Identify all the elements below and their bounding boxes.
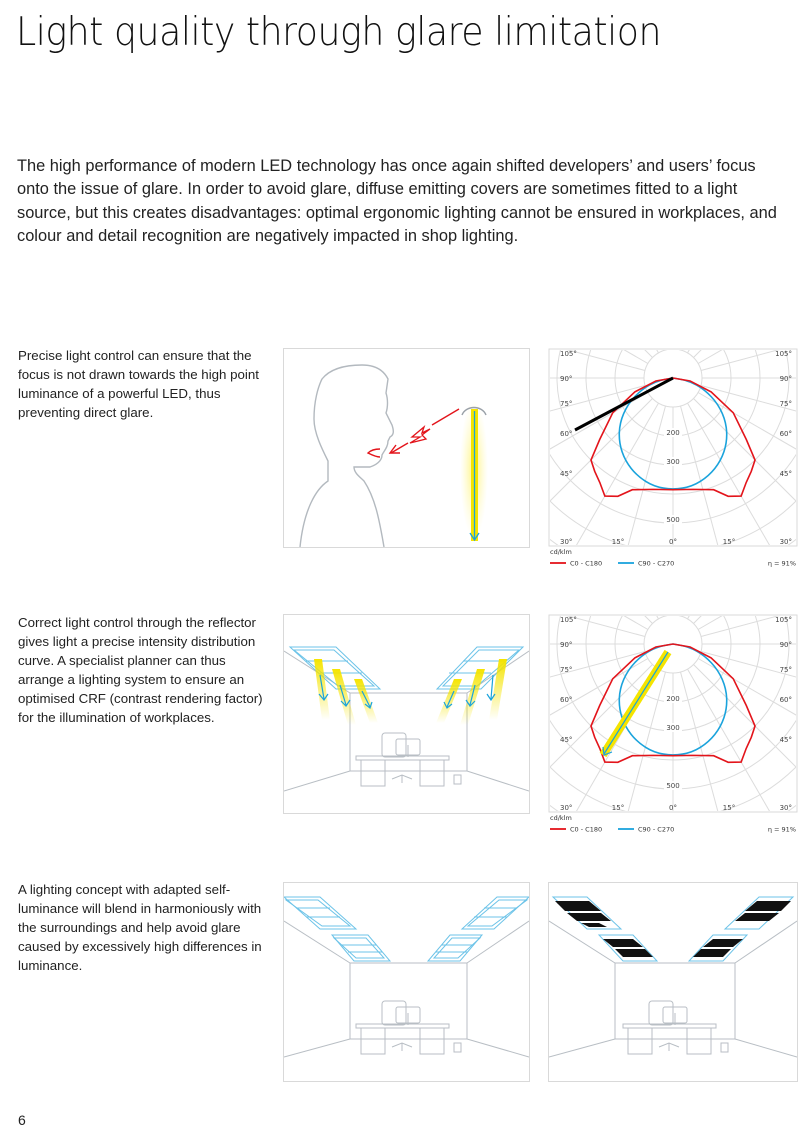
desk-and-chair [623,1001,728,1054]
angle-label-right: 30° [779,538,792,546]
angle-label-right: 105° [775,616,792,624]
person-silhouette [300,365,393,547]
radial-tick-label: 300 [666,724,680,732]
desk-and-chair [356,1001,461,1054]
luminaire-left [290,647,380,689]
angle-label-right: 30° [779,804,792,812]
intro-paragraph: The high performance of modern LED technology has once again shifted developers’ and users’ focus onto the issue of glare. In order to avoid glare, diffuse emitting covers are sometimes fitted to a light source, but this creates disadvantages: optimal ergonomic lighting cannot be ensured in workplaces, and colour and detail recognition are negatively impacted in shop lighting. [17,157,777,246]
section-3-text: A lighting concept with adapted self-luminance will blend in harmoniously with the surroundings and help avoid glare caused by excessively high differences in luminance. [18,882,262,973]
angle-label-left: 60° [560,696,573,704]
angle-label-right: 105° [775,350,792,358]
office-luminaires-lit-illustration [283,882,530,1082]
angle-label-right: 75° [779,666,792,674]
office-luminaires-dark-illustration [548,882,798,1082]
radial-tick-label: 200 [666,429,680,437]
eye-icon [368,449,380,457]
polar-chart-svg [548,614,798,839]
bottom-angle-label: 0° [669,538,677,546]
section-1-text: Precise light control can ensure that the focus is not drawn towards the high point luminance of a powerful LED, thus preventing direct glare. [18,348,259,420]
angle-label-left: 90° [560,641,573,649]
angle-label-left: 60° [560,430,573,438]
person-glare-illustration [283,348,530,548]
unit-label: cd/klm [550,814,572,822]
radial-tick-label: 200 [666,695,680,703]
angle-label-right: 45° [779,736,792,744]
lightning-icon [410,427,430,443]
angle-label-right: 90° [779,641,792,649]
angle-label-right: 75° [779,400,792,408]
angle-label-right: 90° [779,375,792,383]
desk-and-chair [356,733,461,786]
bottom-angle-label: 15° [722,804,736,812]
bottom-angle-label: 0° [669,804,677,812]
polar-diagram-direct-glare [548,348,798,573]
legend-label: C0 - C180 [570,825,603,834]
luminaires-dark [553,897,793,961]
radial-tick-label: 300 [666,458,680,466]
angle-label-left: 30° [560,538,573,546]
radial-tick-label: 500 [666,782,680,790]
polar-diagram-beam [548,614,798,839]
bottom-angle-label: 15° [611,538,625,546]
section-2-text: Correct light control through the reflector gives light a precise intensity distribution curve. A specialist planner can thus arrange a lighting system to ensure an optimised CRF (contrast rendering factor) for the illumination of workplaces. [18,615,263,725]
unit-label: cd/klm [550,548,572,556]
legend-label: C90 - C270 [638,559,675,568]
legend-label: C0 - C180 [570,559,603,568]
room-outline [284,921,529,1057]
angle-label-right: 60° [779,696,792,704]
page-number: 6 [18,1112,26,1128]
bottom-angle-label: 15° [611,804,625,812]
luminaires-lit [284,897,529,961]
angle-label-right: 60° [779,430,792,438]
angle-label-left: 105° [560,350,577,358]
office-light-beams-illustration [283,614,530,814]
efficiency-label: η = 91% [767,559,796,568]
angle-label-left: 105° [560,616,577,624]
light-beams [314,659,507,725]
angle-label-left: 90° [560,375,573,383]
angle-label-left: 30° [560,804,573,812]
efficiency-label: η = 91% [767,825,796,834]
radial-tick-label: 500 [666,516,680,524]
legend-label: C90 - C270 [638,825,675,834]
angle-label-left: 45° [560,470,573,478]
angle-label-left: 75° [560,400,573,408]
room-outline [549,921,797,1057]
bottom-angle-label: 15° [722,538,736,546]
angle-label-right: 45° [779,470,792,478]
angle-label-left: 45° [560,736,573,744]
polar-chart-svg [548,348,798,573]
angle-label-left: 75° [560,666,573,674]
page-title: Light quality through glare limitation [16,10,662,55]
